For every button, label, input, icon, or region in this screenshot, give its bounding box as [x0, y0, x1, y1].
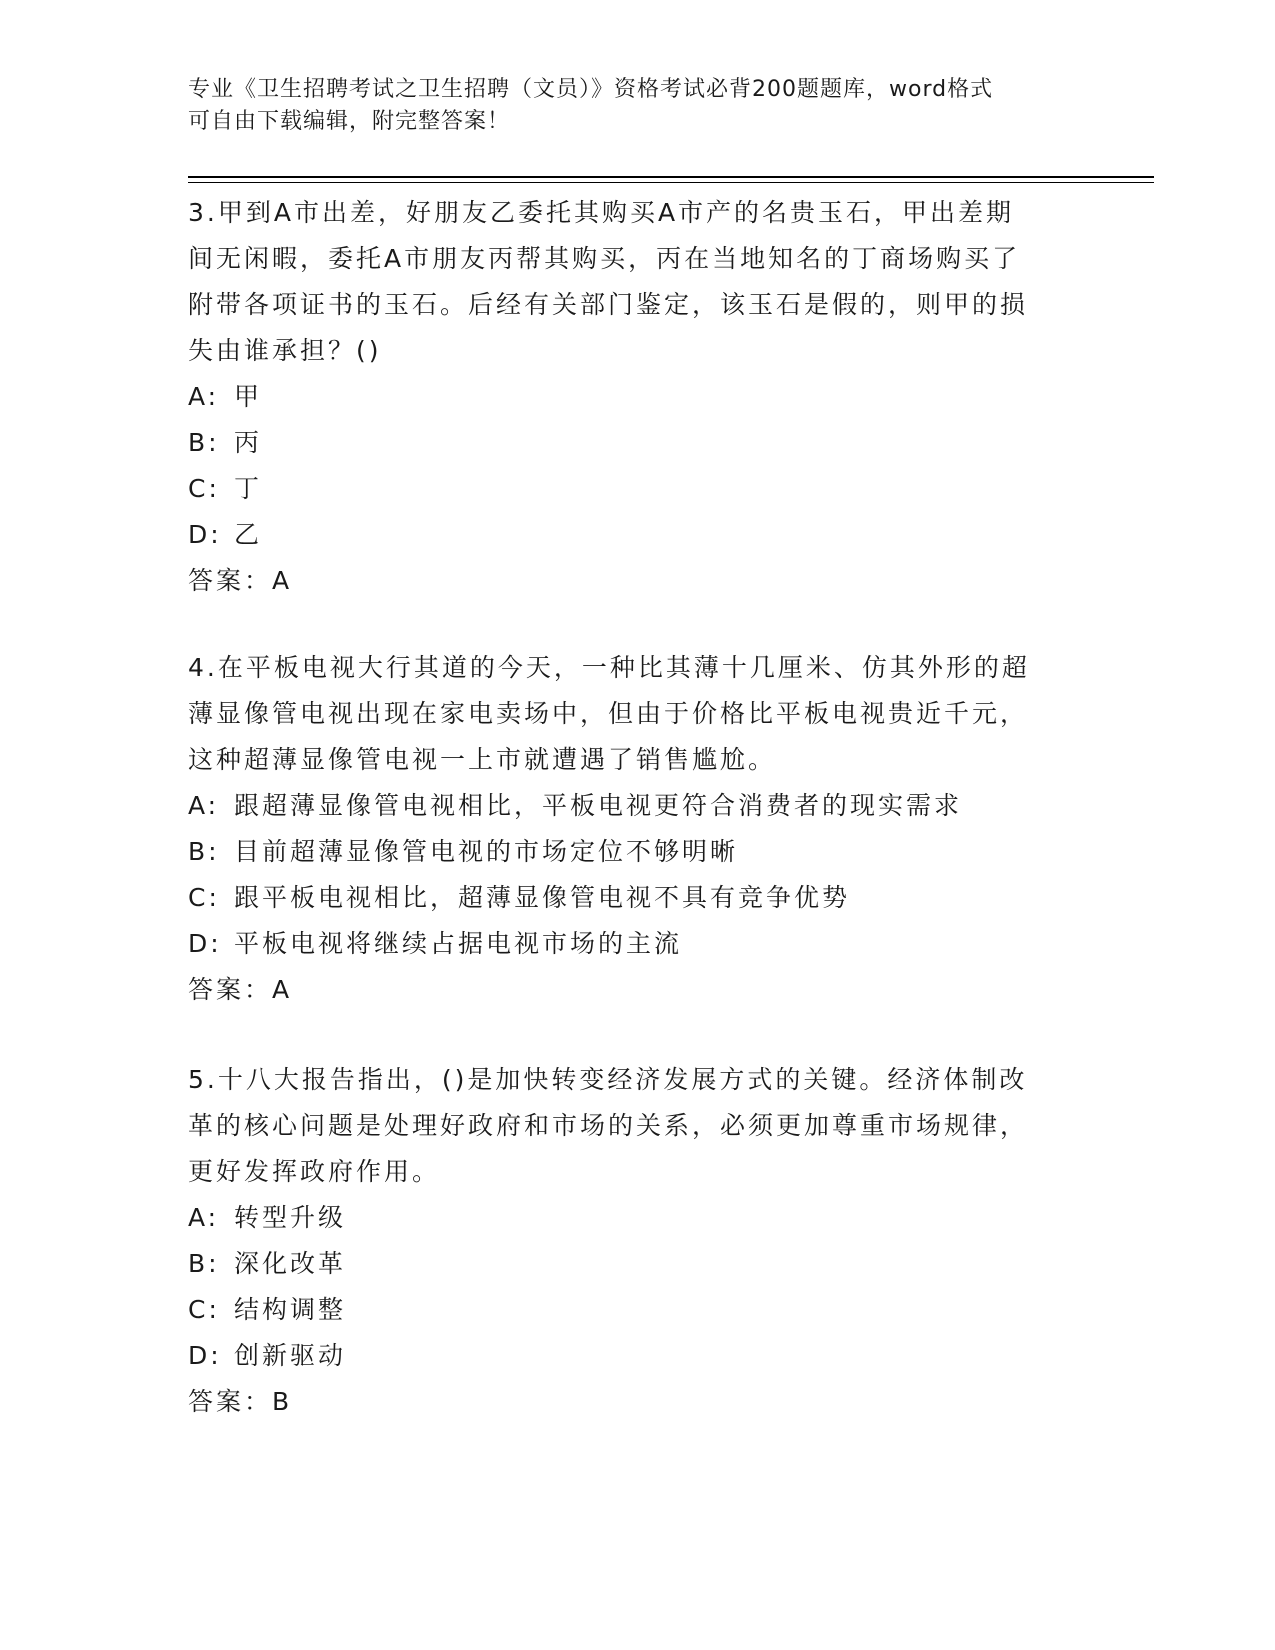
option-letter: B: [188, 837, 220, 866]
option-letter: B: [188, 1249, 220, 1278]
question-stem-line: 5.十八大报告指出，()是加快转变经济发展方式的关键。经济体制改 [188, 1065, 1028, 1094]
option-letter: C: [188, 1295, 220, 1324]
option-a [188, 1195, 1068, 1241]
option-text: 甲 [234, 382, 263, 411]
question-stem-line: 失由谁承担？() [188, 336, 382, 365]
option-text: 丙 [234, 428, 263, 457]
question-stem-line: 间无闲暇，委托A市朋友丙帮其购买，丙在当地知名的丁商场购买了 [188, 244, 1021, 273]
question-3 [188, 190, 1068, 604]
option-letter: B: [188, 428, 220, 457]
option-b [188, 829, 1068, 875]
question-stem-line: 更好发挥政府作用。 [188, 1157, 441, 1186]
option-a [188, 783, 1068, 829]
option-text: 乙 [234, 520, 263, 549]
header-title-line-2: 可自由下载编辑，附完整答案！ [188, 109, 511, 134]
question-stem-line: 4.在平板电视大行其道的今天，一种比其薄十几厘米、仿其外形的超 [188, 653, 1030, 682]
option-c [188, 466, 1068, 512]
answer-line: 答案：B [188, 1387, 293, 1416]
option-text: 跟超薄显像管电视相比，平板电视更符合消费者的现实需求 [234, 791, 963, 820]
option-text: 平板电视将继续占据电视市场的主流 [234, 929, 683, 958]
option-letter: A: [188, 791, 220, 820]
option-text: 结构调整 [234, 1295, 347, 1324]
option-letter: A: [188, 1203, 220, 1232]
document-header [188, 74, 1068, 138]
option-letter: C: [188, 883, 220, 912]
question-stem-line: 薄显像管电视出现在家电卖场中，但由于价格比平板电视贵近千元， [188, 699, 1029, 728]
option-text: 跟平板电视相比，超薄显像管电视不具有竞争优势 [234, 883, 851, 912]
option-b [188, 420, 1068, 466]
question-stem-line: 革的核心问题是处理好政府和市场的关系，必须更加尊重市场规律， [188, 1111, 1029, 1140]
header-divider-thick [188, 176, 1154, 178]
option-letter: C: [188, 474, 220, 503]
option-text: 创新驱动 [234, 1341, 347, 1370]
option-text: 目前超薄显像管电视的市场定位不够明晰 [234, 837, 739, 866]
option-c [188, 875, 1068, 921]
option-letter: D: [188, 520, 222, 549]
option-c [188, 1287, 1068, 1333]
question-stem-line: 附带各项证书的玉石。后经有关部门鉴定，该玉石是假的，则甲的损 [188, 290, 1029, 319]
answer-line: 答案：A [188, 566, 293, 595]
question-4 [188, 645, 1068, 1013]
option-d [188, 1333, 1068, 1379]
question-stem-line: 3.甲到A市出差，好朋友乙委托其购买A市产的名贵玉石，甲出差期 [188, 198, 1015, 227]
option-d [188, 512, 1068, 558]
option-text: 深化改革 [234, 1249, 347, 1278]
option-letter: D: [188, 1341, 222, 1370]
option-d [188, 921, 1068, 967]
option-text: 丁 [234, 474, 263, 503]
header-divider-thin [188, 182, 1154, 183]
option-text: 转型升级 [234, 1203, 347, 1232]
option-letter: A: [188, 382, 220, 411]
option-letter: D: [188, 929, 222, 958]
answer-line: 答案：A [188, 975, 293, 1004]
question-stem-line: 这种超薄显像管电视一上市就遭遇了销售尴尬。 [188, 745, 777, 774]
question-5 [188, 1057, 1068, 1425]
option-b [188, 1241, 1068, 1287]
option-a [188, 374, 1068, 420]
header-title-line-1: 专业《卫生招聘考试之卫生招聘（文员）》资格考试必背200题题库，word格式 [188, 77, 994, 102]
